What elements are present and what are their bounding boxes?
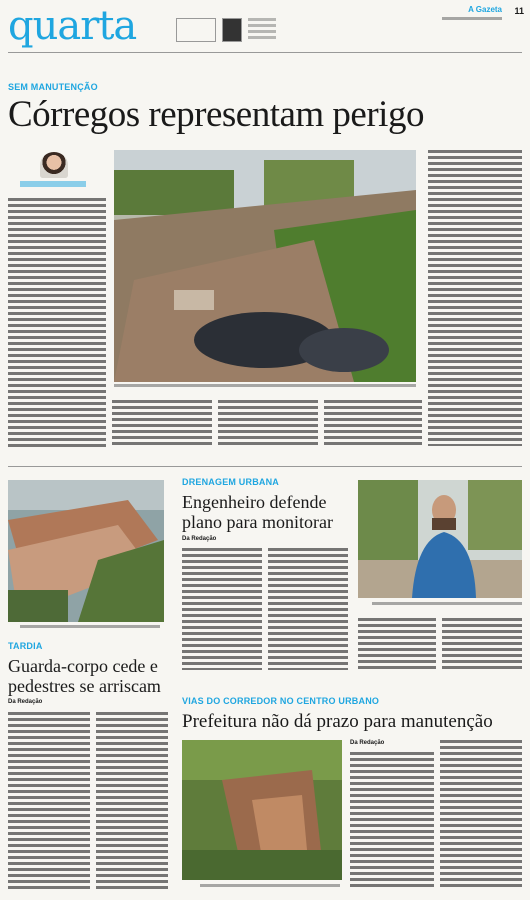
prefeitura-col1	[350, 752, 434, 890]
main-photo	[114, 150, 416, 382]
top-story-kicker: SEM MANUTENÇÃO	[8, 82, 98, 92]
page-number: 11	[514, 6, 524, 16]
brand-logo: A Gazeta	[468, 5, 502, 14]
prefeitura-headline: Prefeitura não dá prazo para manutenção	[182, 711, 493, 732]
guarda-col1	[8, 712, 90, 892]
prefeitura-byline: Da Redação	[350, 740, 385, 746]
guarda-headline-1: Guarda-corpo cede e	[8, 656, 158, 676]
columnist-avatar	[40, 152, 68, 178]
columnist-name	[20, 181, 86, 187]
engineer-photo	[358, 480, 522, 598]
prefeitura-col2	[440, 740, 522, 890]
section-rule	[8, 466, 522, 467]
guarda-col2	[96, 712, 168, 892]
guarda-byline: Da Redação	[8, 699, 43, 705]
prefeitura-photo	[182, 740, 342, 880]
engenheiro-byline: Da Redação	[182, 536, 217, 542]
engineer-caption	[372, 602, 522, 607]
engenheiro-col1	[182, 548, 262, 670]
engenheiro-col2	[268, 548, 348, 670]
masthead-note	[248, 18, 276, 42]
dateline	[442, 17, 502, 21]
engenheiro-headline-1: Engenheiro defende	[182, 492, 327, 512]
masthead-rule	[8, 52, 522, 53]
top-story-col2	[112, 400, 212, 448]
top-story-headline: Córregos representam perigo	[8, 94, 424, 135]
engenheiro-col3	[358, 618, 436, 670]
section-title: quarta	[8, 3, 137, 49]
qr-code-icon	[222, 18, 242, 42]
left-column-text	[8, 198, 106, 450]
top-story-col3	[218, 400, 318, 448]
masthead-box	[176, 18, 216, 42]
guardrail-caption	[20, 625, 160, 630]
prefeitura-kicker: VIAS DO CORREDOR NO CENTRO URBANO	[182, 696, 380, 706]
right-column-text	[428, 150, 522, 446]
top-story-col4	[324, 400, 422, 448]
engenheiro-kicker: DRENAGEM URBANA	[182, 477, 279, 487]
guardrail-photo	[8, 480, 164, 622]
engenheiro-col4	[442, 618, 522, 670]
guarda-headline-2: pedestres se arriscam	[8, 676, 161, 696]
prefeitura-caption	[200, 884, 340, 889]
engenheiro-headline-2: plano para monitorar	[182, 512, 333, 532]
main-photo-caption	[114, 384, 416, 389]
guarda-kicker: TARDIA	[8, 641, 43, 651]
